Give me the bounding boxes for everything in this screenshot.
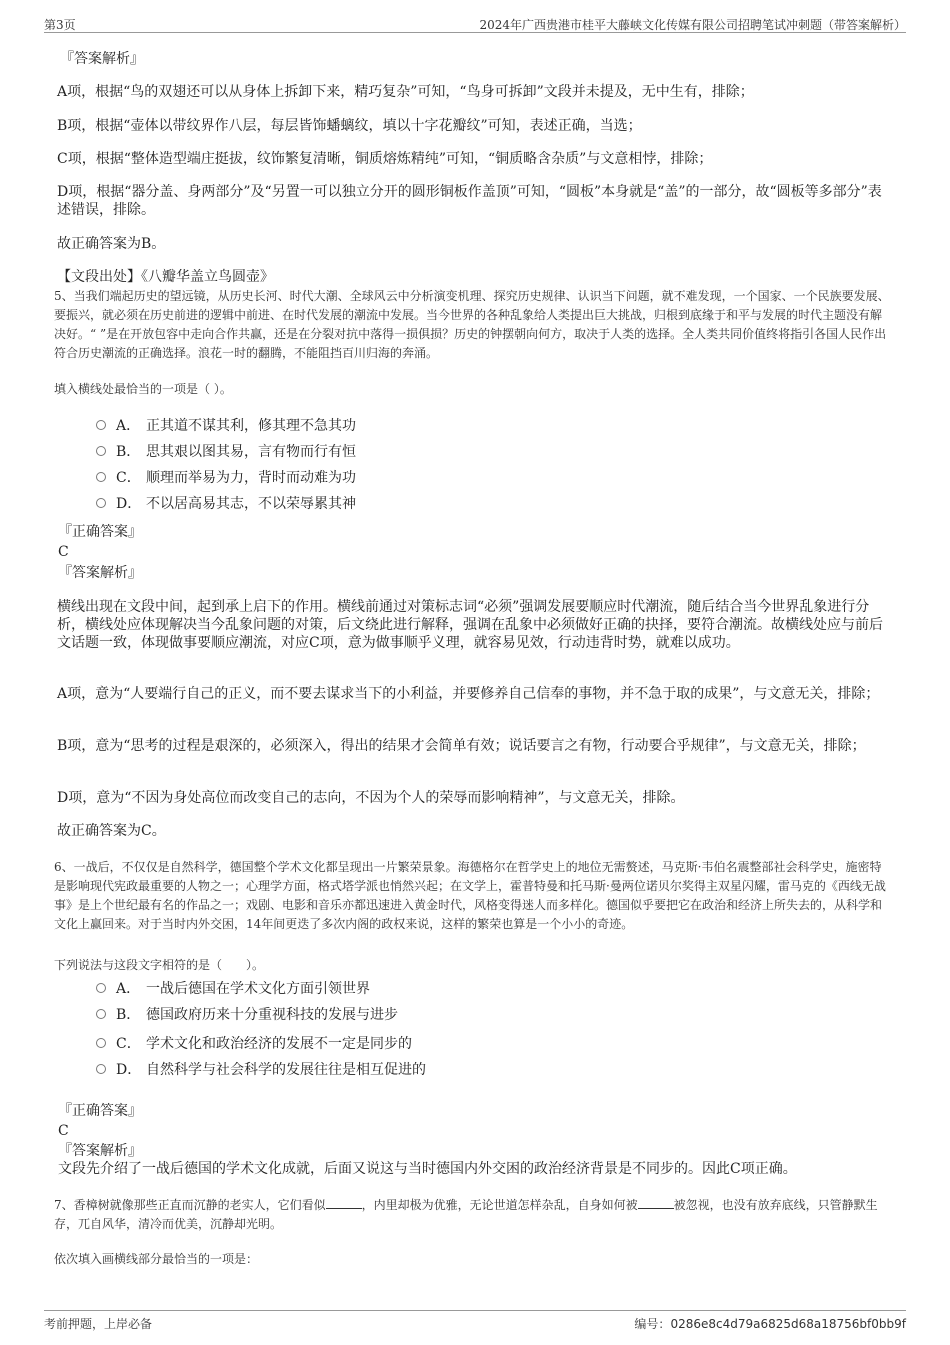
radio-circle-icon[interactable] — [96, 498, 106, 508]
footer-slogan: 考前押题，上岸必备 — [44, 1317, 153, 1331]
page-number: 第3页 — [44, 18, 76, 32]
radio-circle-icon[interactable] — [96, 472, 106, 482]
q5-prompt: 填入横线处最恰当的一项是（ ）。 — [54, 382, 232, 396]
q6-stem: 6、一战后，不仅仅是自然科学，德国整个学术文化都呈现出一片繁荣景象。海德格尔在哲学史上的地位无需赘述，马克斯·韦伯名震整部社会科学史，施密特是影响现代宪政最重要的人物之一；心理学方面，格式塔学派也悄然兴起；在文学上，霍普特曼和托马斯·曼两位诺贝尔奖得主双星闪耀，雷马克的《西线无战事》是上个世纪最有名的作品之一；戏剧、电影和音乐亦都迅速进入黄金时代，风格变得迷人而多样化。德国似乎要把它在政治和经济上所失去的，从科学和文化上赢回来。对于当时内外交困，14年间更迭了多次内阁的政权来说，这样的繁荣也算是一个小小的奇迹。 — [54, 860, 886, 931]
q5-answer-label: 『正确答案』 — [58, 524, 142, 540]
q5-option-c[interactable]: C． 顺理而举易为力，背时而动难为功 — [96, 469, 356, 487]
q5-analysis-a: A项，意为“人要端行自己的正义，而不要去谋求当下的小利益，并要修养自己信奉的事物，并不急于取的成果”，与文意无关，排除； — [57, 686, 880, 702]
page-header — [44, 14, 906, 33]
q6-answer: C — [58, 1123, 69, 1139]
q6-option-a[interactable]: A． 一战后德国在学术文化方面引领世界 — [96, 980, 370, 998]
q7-stem: 7、香樟树就像那些正直而沉静的老实人，它们看似 ，内里却极为优雅，无论世道怎样杂乱，自身如何被 被忽视，也没有放弃底线，只管静默生存，兀自风华，清冷而优美，沉静却光明。 — [54, 1198, 878, 1231]
fill-blank — [638, 1196, 674, 1209]
q5-analysis-d: D项，意为“不因为身处高位而改变自己的志向，不因为个人的荣辱而影响精神”，与文意无关，排除。 — [57, 790, 685, 806]
q5-option-d[interactable]: D． 不以居高易其志，不以荣辱累其神 — [96, 495, 356, 513]
radio-circle-icon[interactable] — [96, 420, 106, 430]
fill-blank — [326, 1196, 362, 1209]
q6-option-b[interactable]: B． 德国政府历来十分重视科技的发展与进步 — [96, 1006, 398, 1024]
q5-analysis-b: B项，意为“思考的过程是艰深的，必须深入，得出的结果才会简单有效；说话要言之有物，行动要合乎规律”，与文意无关，排除； — [57, 738, 866, 754]
q5-analysis-label: 『答案解析』 — [58, 565, 142, 581]
q6-analysis-label: 『答案解析』 — [58, 1143, 142, 1159]
q5-answer: C — [58, 544, 69, 560]
radio-circle-icon[interactable] — [96, 983, 106, 993]
q5-option-b[interactable]: B． 思其艰以图其易，言有物而行有恒 — [96, 443, 356, 461]
q6-answer-label: 『正确答案』 — [58, 1103, 142, 1119]
q5-conclusion: 故正确答案为C。 — [57, 823, 166, 839]
q4-analysis-label: 『答案解析』 — [60, 51, 144, 67]
q4-conclusion: 故正确答案为B。 — [57, 236, 166, 252]
radio-circle-icon[interactable] — [96, 1064, 106, 1074]
q5-stem: 5、当我们端起历史的望远镜，从历史长河、时代大潮、全球风云中分析演变机理、探究历史规律、认识当下问题，就不难发现，一个国家、一个民族要发展、要振兴，就必须在历史前进的逻辑中前进、在时代发展的潮流中发展。当今世界的各种乱象给人类提出巨大挑战，归根到底缘于和平与发展的时代主题没有解决好。“ ”是在开放包容中走向合作共赢，还是在分裂对抗中落得一损俱损？历史的钟摆朝向何方，取决于人类的选择。全人类共同价值终将指引各国人民作出符合历史潮流的正确选择。浪花一时的翻腾，不能阻挡百川归海的奔涌。 — [54, 289, 890, 360]
q4-analysis-a: A项，根据“鸟的双翅还可以从身体上拆卸下来，精巧复杂”可知，“鸟身可拆卸”文段并未提及，无中生有，排除； — [57, 84, 754, 100]
q6-analysis: 文段先介绍了一战后德国的学术文化成就，后面又说这与当时德国内外交困的政治经济背景是不同步的。因此C项正确。 — [58, 1161, 797, 1177]
q6-option-d[interactable]: D． 自然科学与社会科学的发展往往是相互促进的 — [96, 1061, 426, 1079]
page-footer — [44, 1310, 906, 1331]
q7-prompt: 依次填入画横线部分最恰当的一项是： — [54, 1252, 259, 1266]
q4-source: 【文段出处】《八瓣华盖立鸟圆壶》 — [57, 269, 274, 285]
radio-circle-icon[interactable] — [96, 1009, 106, 1019]
q4-analysis-c: C项，根据“整体造型端庄挺拔，纹饰繁复清晰，铜质熔炼精纯”可知，“铜质略含杂质”与文意相悖，排除； — [57, 151, 713, 167]
q4-analysis-b: B项，根据“壶体以带纹界作八层，每层皆饰蟠螭纹，填以十字花瓣纹”可知，表述正确，当选； — [57, 118, 642, 134]
radio-circle-icon[interactable] — [96, 446, 106, 456]
q6-option-c[interactable]: C． 学术文化和政治经济的发展不一定是同步的 — [96, 1035, 412, 1053]
q5-option-a[interactable]: A． 正其道不谋其利，修其理不急其功 — [96, 417, 356, 435]
document-title: 2024年广西贵港市桂平大藤峡文化传媒有限公司招聘笔试冲刺题（带答案解析） — [479, 18, 906, 32]
q4-analysis-d: D项，根据“器分盖、身两部分”及“另置一可以独立分开的圆形铜板作盖顶”可知，“圆板”本身就是“盖”的一部分，故“圆板等多部分”表述错误，排除。 — [57, 184, 882, 218]
radio-circle-icon[interactable] — [96, 1038, 106, 1048]
q5-analysis-main: 横线出现在文段中间，起到承上启下的作用。横线前通过对策标志词“必须”强调发展要顺应时代潮流，随后结合当今世界乱象进行分析，横线处应体现解决当今乱象问题的对策，后文绕此进行解释，强调在乱象中必须做好正确的抉择，要符合潮流。故横线处应与前后文话题一致，体现做事要顺应潮流，对应C项，意为做事顺乎义理，就容易见效，行动违背时势，就难以成功。 — [57, 599, 883, 651]
document-id: 编号：0286e8c4d79a6825d68a18756bf0bb9f — [634, 1317, 906, 1331]
q6-prompt: 下列说法与这段文字相符的是（ ）。 — [54, 958, 265, 972]
